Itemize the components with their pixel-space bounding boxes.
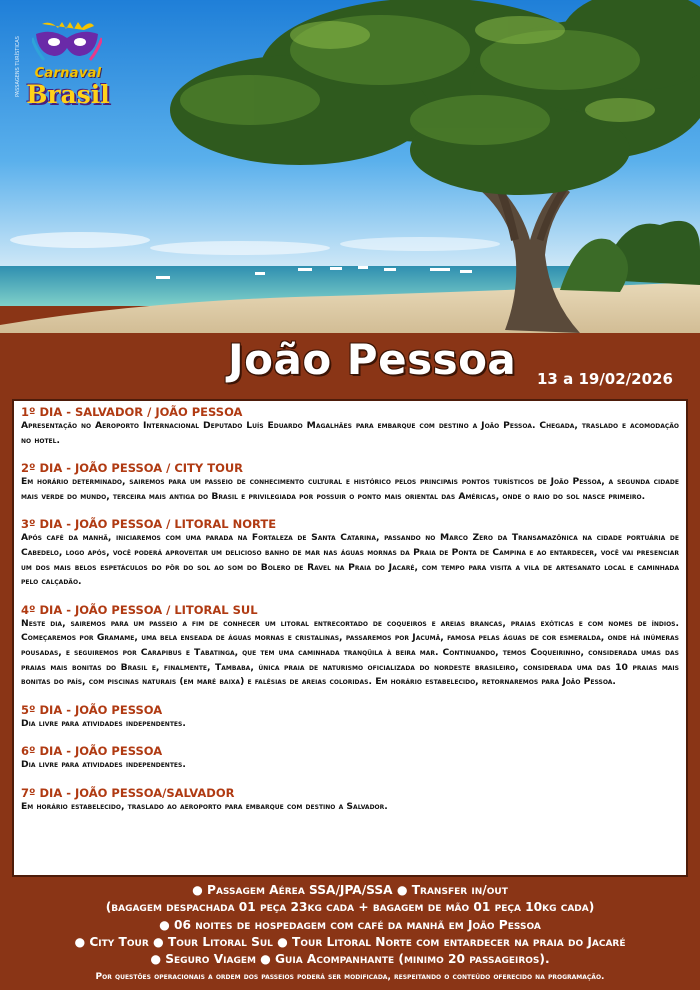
day-title: 1º DIA - SALVADOR / JOÃO PESSOA — [21, 405, 243, 419]
logo-tagline: PASSAGENS TURÍSTICAS — [15, 36, 21, 97]
day-description: Em horário determinado, sairemos para um passeio de conhecimento cultural e histórico pelos principais pontos turísticos de João Pessoa, a segunda cidade mais verde do mundo, terceira mais antiga do Brasil e privilegiada por possuir o ponto mais oriental das Américas, onde o raio do sol nasce primeiro. — [21, 476, 679, 502]
day-title: 4º DIA - JOÃO PESSOA / LITORAL SUL — [21, 602, 258, 617]
includes-line: ● 06 noites de hospedagem com café da manhã em João Pessoa — [159, 917, 541, 932]
day-description: Neste dia, sairemos para um passeio a fim de conhecer um litoral entrecortado de coqueiros e areias brancas, praias exóticas e com nomes de índios. Começaremos por Gramame, uma bela enseada de águas mornas e cristalinas, passaremos por Jacumã, famosa pelas águas de cor esmeralda, onde há inúmeras pousadas, e seguiremos por Carapibus e Tabatinga, que tem uma caminhada tranqüila à beira mar. Continuando, temos Coqueirinho, considerada umas das praias mais bonitas do Brasil e, finalmente, Tambaba, única praia de naturismo oficializada do nordeste brasileiro, considerada uma das 10 praias mais bonitas do país, com piscinas naturais (em maré baixa) e falésias de areias coloridas. Em horário estabelecido, retornaremos para João Pessoa. — [21, 617, 679, 688]
includes-line: ● Passagem Aérea SSA/JPA/SSA ● Transfer in/out — [192, 883, 508, 897]
itinerary-day-3 — [21, 517, 679, 589]
day-description: Apresentação no Aeroporto Internacional Deputado Luís Eduardo Magalhães para embarque com destino a João Pessoa. Chegada, traslado e acomodação no hotel. — [21, 420, 679, 446]
day-description: Dia livre para atividades independentes. — [21, 717, 186, 729]
day-title: 6º DIA - JOÃO PESSOA — [21, 744, 163, 759]
trip-dates: 13 a 19/02/2026 — [537, 370, 673, 388]
day-description: Dia livre para atividades independentes. — [21, 759, 186, 771]
carnaval-brasil-logo — [15, 14, 118, 114]
logo-brasil-text: Brasil — [26, 80, 110, 109]
page-title: João Pessoa — [228, 335, 517, 384]
itinerary-panel — [12, 399, 688, 877]
package-includes-footer — [0, 882, 700, 990]
day-title: 3º DIA - JOÃO PESSOA / LITORAL NORTE — [21, 517, 277, 532]
day-title: 5º DIA - JOÃO PESSOA — [21, 702, 163, 717]
hero-beach-photo — [0, 0, 700, 333]
carnival-mask-icon — [32, 20, 102, 64]
day-description: Após café da manhã, iniciaremos com uma parada na Fortaleza de Santa Catarina, passando no Marco Zero da Transamazônica na cidade portuária de Cabedelo, logo após, você poderá aproveitar um delicioso banho de mar nas águas mornas da Praia de Ponta de Campina e ao entardecer, você vai presenciar um dos mais belos espetáculos do pôr do sol ao som do Bolero de Ravel na Praia do Jacaré, com tempo para visita a vila de artesanato local e caminhada pelo calçadão. — [21, 532, 679, 588]
includes-line: (bagagem despachada 01 peça 23kg cada + bagagem de mão 01 peça 10kg cada) — [105, 900, 595, 915]
itinerary-day-6 — [21, 744, 679, 773]
itinerary-day-1 — [21, 405, 679, 448]
logo-carnaval-text: Carnaval — [34, 66, 102, 81]
includes-line: ● City Tour ● Tour Litoral Sul ● Tour Litoral Norte com entardecer na praia do Jacaré — [74, 934, 626, 949]
itinerary-day-4 — [21, 603, 679, 690]
itinerary-day-2 — [21, 461, 679, 504]
itinerary-day-7 — [21, 786, 679, 815]
day-title: 7º DIA - JOÃO PESSOA/SALVADOR — [21, 785, 235, 800]
itinerary-day-5 — [21, 703, 679, 732]
footer-disclaimer: Por questões operacionais a ordem dos passeios poderá ser modificada, respeitando o conteúdo oferecido na programação. — [95, 972, 605, 983]
day-title: 2º DIA - JOÃO PESSOA / CITY TOUR — [21, 461, 244, 476]
includes-line: ● Seguro Viagem ● Guia Acompanhante (minimo 20 passageiros). — [150, 952, 550, 967]
day-description: Em horário estabelecido, traslado ao aeroporto para embarque com destino a Salvador. — [21, 800, 388, 812]
